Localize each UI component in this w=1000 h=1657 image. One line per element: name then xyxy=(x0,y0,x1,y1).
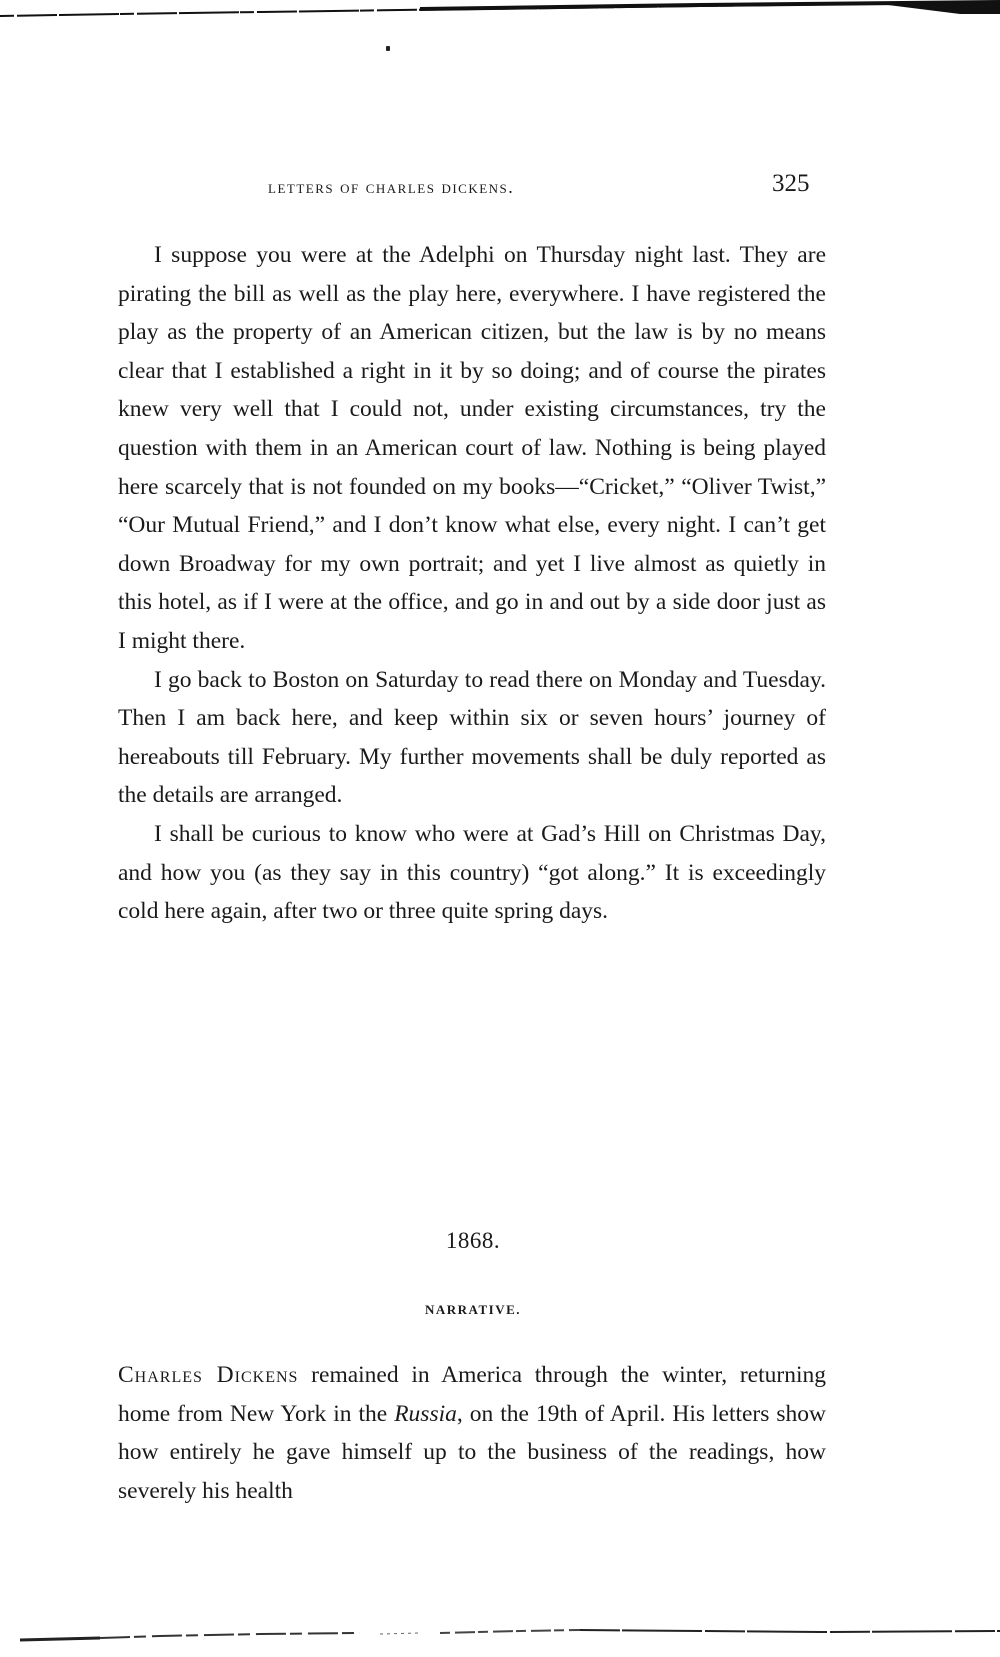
letter-body xyxy=(118,236,826,931)
print-speck xyxy=(386,46,390,51)
ship-name: Russia xyxy=(394,1400,457,1427)
section-year-text: 1868. xyxy=(445,1228,501,1253)
narrative-body xyxy=(118,1356,826,1510)
letter-paragraph: I shall be curious to know who were at Gad’s Hill on Christmas Day, and how you (as they say in this country) “got along.” It is exceedingly cold here again, after two or three quite spring days. xyxy=(118,820,826,925)
section-year xyxy=(0,1228,1000,1254)
letter-paragraph: I suppose you were at the Adelphi on Thursday night last. They are pirating the bill as well as the play here, everywhere. I have registered the play as the property of an American citizen, but the law is by no means clear that I established a right in it by so doing; and of course the pirates knew very well that I could not, under existing circumstances, try the question with them in an American court of law. Nothing is being played here scarcely that is not founded on my books—“Cricket,” “Oliver Twist,” “Our Mutual Friend,” and I don’t know what else, every night. I can’t get down Broadway for my own portrait; and yet I live almost as quietly in this hotel, as if I were at the office, and go in and out by a side door just as I might there. xyxy=(118,242,826,654)
narrative-paragraph xyxy=(118,1356,826,1510)
scan-edge-bottom xyxy=(0,1618,1000,1648)
narrative-name: Charles Dickens xyxy=(118,1362,299,1388)
narrative-text-before: remained in America through the winter, returning home from New York in the xyxy=(118,1362,826,1427)
section-heading xyxy=(0,1302,1000,1318)
running-head-title: letters of charles dickens. xyxy=(268,177,515,197)
section-heading-text: NARRATIVE. xyxy=(424,1302,521,1317)
scan-edge-top xyxy=(0,0,1000,22)
narrative-text-after: , on the 19th of April. His letters show how entirely he gave himself up to the business of the readings, how severely his health xyxy=(118,1400,826,1504)
page-number: 325 xyxy=(772,170,810,197)
letter-paragraph: I go back to Boston on Saturday to read there on Monday and Tuesday. Then I am back here, and keep within six or seven hours’ journey of hereabouts till February. My further movements shall be duly reported as the details are arranged. xyxy=(118,666,826,809)
